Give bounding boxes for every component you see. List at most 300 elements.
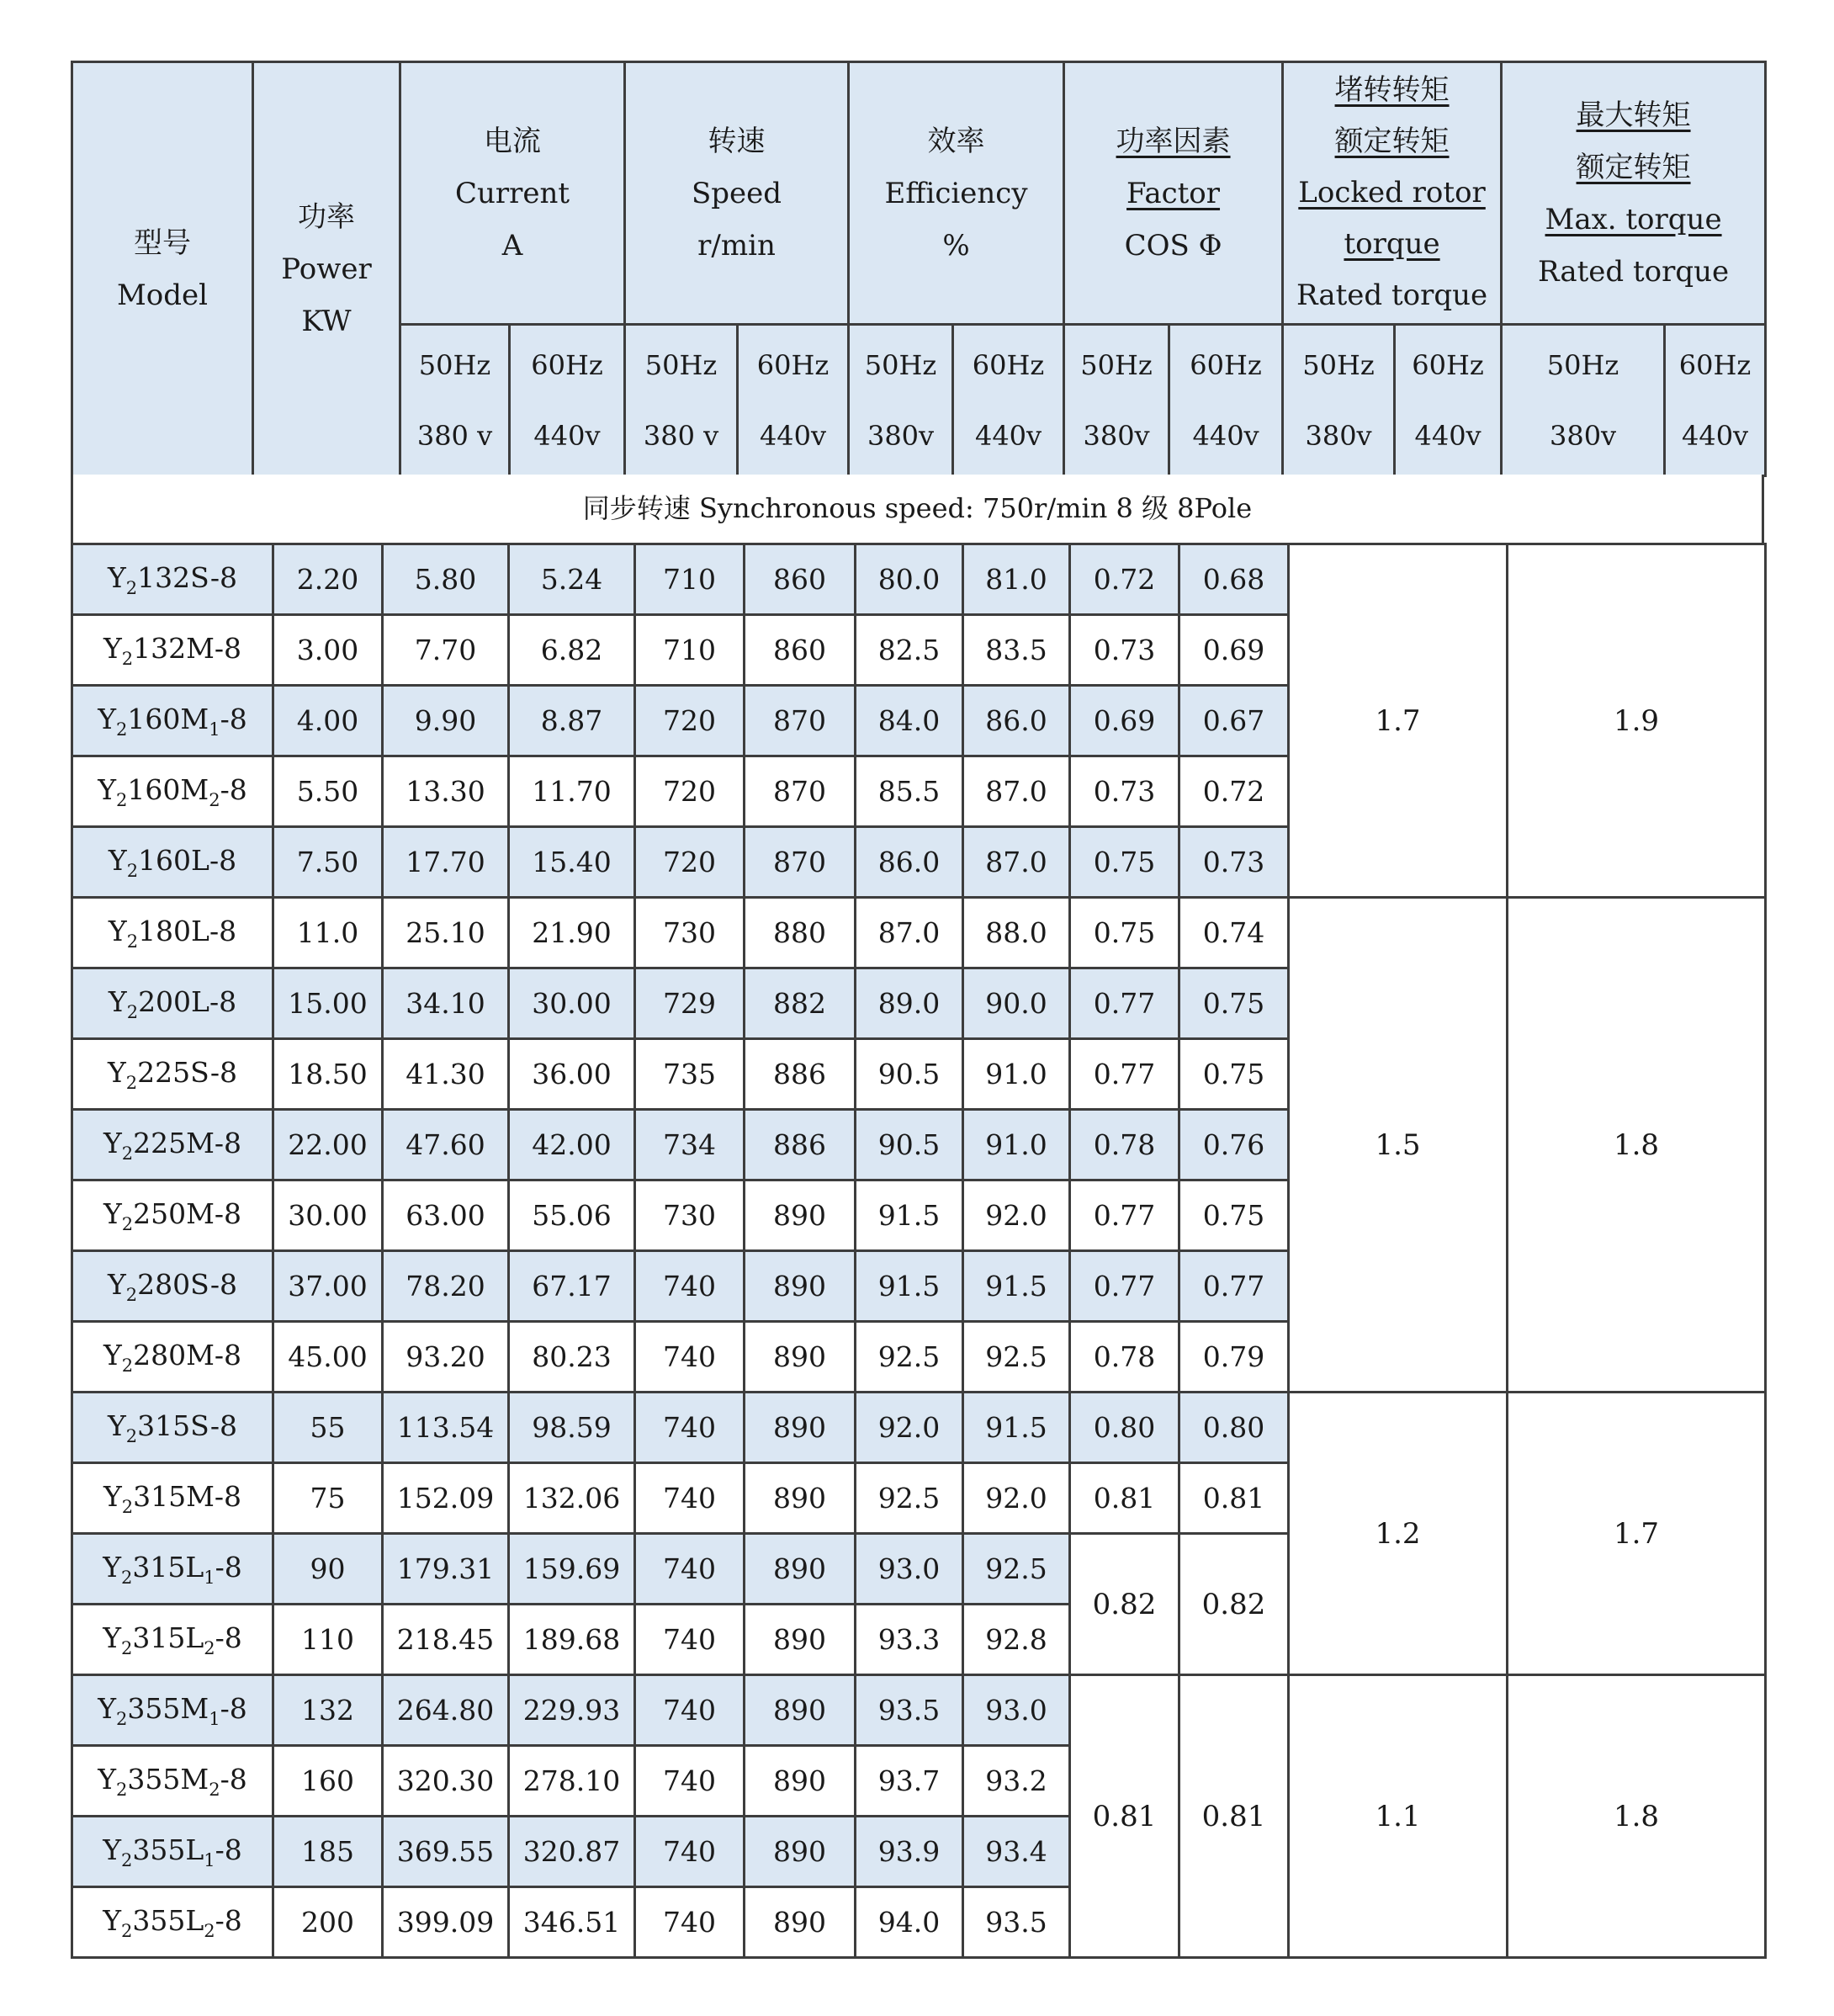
header-factor (1064, 62, 1283, 325)
current-60-cell: 159.69 (509, 1534, 635, 1605)
factor-60-cell: 0.72 (1179, 756, 1289, 827)
model-cell (72, 968, 273, 1039)
speed-50-cell: 720 (635, 686, 745, 756)
model-text: Y (107, 560, 126, 594)
header-current-unit: A (501, 228, 523, 263)
model-subscript: 2 (120, 1849, 133, 1870)
factor-50-cell: 0.72 (1070, 544, 1179, 615)
efficiency-50-cell: 84.0 (856, 686, 963, 756)
current-60-cell: 30.00 (509, 968, 635, 1039)
model-subscript: 2 (204, 1637, 215, 1658)
power-cell: 90 (273, 1534, 383, 1605)
model-text: 225S-8 (137, 1055, 238, 1089)
model-text: Y (98, 1691, 117, 1725)
current-60-cell: 189.68 (509, 1605, 635, 1675)
model-text: Y (107, 1409, 126, 1442)
current-50-cell: 113.54 (383, 1393, 509, 1463)
model-text: 280S-8 (137, 1267, 238, 1301)
factor-60-cell: 0.75 (1179, 1039, 1289, 1110)
table-row (72, 1675, 1766, 1746)
freq-locked-60: 60Hz 440v (1395, 325, 1502, 476)
model-subscript: 2 (120, 1567, 133, 1588)
speed-50-cell: 735 (635, 1039, 745, 1110)
header-current-en: Current (454, 176, 570, 210)
model-text: Y (103, 1196, 122, 1230)
locked-rotor-merged: 1.2 (1289, 1393, 1508, 1675)
header-factor-zh: 功率因素 (1116, 124, 1231, 158)
factor-60-merged: 0.81 (1179, 1675, 1289, 1958)
efficiency-50-cell: 86.0 (856, 827, 963, 898)
model-subscript: 2 (126, 860, 139, 881)
speed-50-cell: 740 (635, 1463, 745, 1534)
efficiency-50-cell: 93.5 (856, 1675, 963, 1746)
header-speed-unit: r/min (697, 228, 776, 263)
model-subscript: 2 (126, 1001, 139, 1022)
freq-speed-50: 50Hz 380 v (625, 325, 738, 476)
current-50-cell: 5.80 (383, 544, 509, 615)
freq-current-60: 60Hz 440v (510, 325, 625, 476)
speed-60-cell: 890 (745, 1605, 856, 1675)
model-text: Y (103, 1338, 122, 1371)
motor-data-table (71, 543, 1767, 1959)
model-text: 315M-8 (133, 1479, 242, 1513)
current-50-cell: 25.10 (383, 898, 509, 968)
power-cell: 2.20 (273, 544, 383, 615)
speed-60-cell: 870 (745, 756, 856, 827)
efficiency-60-cell: 93.2 (963, 1746, 1070, 1817)
factor-50-cell: 0.77 (1070, 1039, 1179, 1110)
model-text: 160M (127, 702, 209, 735)
table-header (71, 61, 1767, 477)
model-text: Y (108, 843, 127, 877)
current-60-cell: 15.40 (509, 827, 635, 898)
model-cell (72, 686, 273, 756)
model-text: 200L-8 (138, 984, 237, 1018)
synchronous-speed-banner: 同步转速 Synchronous speed: 750r/min 8 级 8Pole (71, 475, 1764, 545)
header-speed-zh: 转速 (708, 124, 766, 158)
header-locked-zh1: 堵转转矩 (1334, 73, 1450, 107)
max-torque-merged: 1.7 (1508, 1393, 1766, 1675)
factor-50-cell: 0.73 (1070, 756, 1179, 827)
model-text: Y (103, 631, 122, 665)
model-subscript: 1 (204, 1567, 215, 1588)
current-60-cell: 278.10 (509, 1746, 635, 1817)
header-power-unit: KW (301, 304, 352, 338)
speed-60-cell: 890 (745, 1817, 856, 1887)
factor-60-cell: 0.69 (1179, 615, 1289, 686)
model-text: 315L (132, 1621, 204, 1654)
power-cell: 30.00 (273, 1180, 383, 1251)
factor-60-cell: 0.73 (1179, 827, 1289, 898)
power-cell: 55 (273, 1393, 383, 1463)
model-text: Y (98, 702, 117, 735)
model-subscript: 2 (120, 1637, 133, 1658)
freq-factor-50: 50Hz 380v (1064, 325, 1169, 476)
freq-speed-60: 60Hz 440v (738, 325, 849, 476)
model-cell (72, 1887, 273, 1958)
model-cell (72, 1251, 273, 1322)
speed-60-cell: 890 (745, 1251, 856, 1322)
model-subscript: 2 (120, 1920, 133, 1941)
header-max-en2: Rated torque (1537, 254, 1730, 289)
speed-60-cell: 890 (745, 1393, 856, 1463)
model-cell (72, 1322, 273, 1393)
efficiency-50-cell: 94.0 (856, 1887, 963, 1958)
header-max-en1: Max. torque (1545, 202, 1722, 236)
efficiency-50-cell: 90.5 (856, 1039, 963, 1110)
freq-eff-60: 60Hz 440v (953, 325, 1064, 476)
power-cell: 160 (273, 1746, 383, 1817)
model-cell (72, 1675, 273, 1746)
current-50-cell: 17.70 (383, 827, 509, 898)
current-60-cell: 346.51 (509, 1887, 635, 1958)
speed-50-cell: 729 (635, 968, 745, 1039)
speed-60-cell: 890 (745, 1675, 856, 1746)
power-cell: 15.00 (273, 968, 383, 1039)
model-text: -8 (215, 1550, 242, 1584)
speed-60-cell: 890 (745, 1534, 856, 1605)
model-subscript: 2 (121, 1496, 134, 1517)
header-locked-rotor (1283, 62, 1502, 325)
current-50-cell: 179.31 (383, 1534, 509, 1605)
model-text: 180L-8 (138, 914, 237, 947)
power-cell: 37.00 (273, 1251, 383, 1322)
model-subscript: 2 (125, 577, 138, 598)
model-text: 250M-8 (133, 1196, 242, 1230)
header-model-zh: 型号 (134, 225, 191, 260)
current-50-cell: 152.09 (383, 1463, 509, 1534)
model-subscript: 2 (116, 789, 128, 810)
factor-60-cell: 0.68 (1179, 544, 1289, 615)
current-60-cell: 6.82 (509, 615, 635, 686)
model-cell (72, 1110, 273, 1180)
header-max-zh1: 最大转矩 (1576, 98, 1691, 132)
current-50-cell: 47.60 (383, 1110, 509, 1180)
model-subscript: 2 (125, 1284, 138, 1305)
model-cell (72, 756, 273, 827)
factor-50-cell: 0.81 (1070, 1463, 1179, 1534)
efficiency-60-cell: 92.5 (963, 1534, 1070, 1605)
speed-50-cell: 740 (635, 1605, 745, 1675)
speed-50-cell: 734 (635, 1110, 745, 1180)
model-text: 132S-8 (137, 560, 238, 594)
model-cell (72, 1393, 273, 1463)
factor-50-cell: 0.75 (1070, 898, 1179, 968)
model-text: Y (103, 1621, 121, 1654)
speed-50-cell: 740 (635, 1675, 745, 1746)
model-text: Y (103, 1903, 121, 1937)
header-efficiency-zh: 效率 (927, 124, 985, 158)
efficiency-50-cell: 93.9 (856, 1817, 963, 1887)
speed-50-cell: 730 (635, 1180, 745, 1251)
model-subscript: 2 (125, 1072, 138, 1093)
model-cell (72, 1534, 273, 1605)
speed-60-cell: 890 (745, 1887, 856, 1958)
efficiency-60-cell: 92.0 (963, 1463, 1070, 1534)
max-torque-merged: 1.9 (1508, 544, 1766, 898)
model-text: 280M-8 (133, 1338, 242, 1371)
header-efficiency-unit: % (942, 228, 970, 263)
model-text: Y (98, 772, 117, 806)
efficiency-50-cell: 91.5 (856, 1180, 963, 1251)
efficiency-50-cell: 82.5 (856, 615, 963, 686)
power-cell: 11.0 (273, 898, 383, 968)
factor-60-merged: 0.82 (1179, 1534, 1289, 1675)
efficiency-60-cell: 91.0 (963, 1110, 1070, 1180)
factor-60-cell: 0.79 (1179, 1322, 1289, 1393)
factor-50-cell: 0.75 (1070, 827, 1179, 898)
efficiency-50-cell: 92.0 (856, 1393, 963, 1463)
speed-60-cell: 890 (745, 1463, 856, 1534)
factor-60-cell: 0.75 (1179, 1180, 1289, 1251)
model-subscript: 2 (209, 789, 220, 810)
speed-60-cell: 890 (745, 1746, 856, 1817)
factor-50-cell: 0.80 (1070, 1393, 1179, 1463)
model-subscript: 2 (121, 1355, 134, 1376)
max-torque-merged: 1.8 (1508, 1675, 1766, 1958)
header-efficiency (849, 62, 1064, 325)
model-cell (72, 1817, 273, 1887)
header-speed (625, 62, 849, 325)
factor-60-cell: 0.67 (1179, 686, 1289, 756)
model-subscript: 2 (116, 1779, 128, 1800)
model-text: -8 (220, 1691, 247, 1725)
power-cell: 5.50 (273, 756, 383, 827)
efficiency-50-cell: 93.3 (856, 1605, 963, 1675)
efficiency-50-cell: 89.0 (856, 968, 963, 1039)
speed-50-cell: 740 (635, 1887, 745, 1958)
speed-50-cell: 710 (635, 615, 745, 686)
power-cell: 45.00 (273, 1322, 383, 1393)
model-cell (72, 1605, 273, 1675)
model-cell (72, 1746, 273, 1817)
power-cell: 75 (273, 1463, 383, 1534)
model-text: 160L-8 (138, 843, 237, 877)
current-60-cell: 80.23 (509, 1322, 635, 1393)
model-subscript: 1 (204, 1849, 215, 1870)
current-60-cell: 320.87 (509, 1817, 635, 1887)
efficiency-50-cell: 92.5 (856, 1322, 963, 1393)
model-text: 160M (127, 772, 209, 806)
factor-60-cell: 0.80 (1179, 1393, 1289, 1463)
factor-60-cell: 0.75 (1179, 968, 1289, 1039)
power-cell: 18.50 (273, 1039, 383, 1110)
model-text: Y (98, 1762, 117, 1796)
current-60-cell: 67.17 (509, 1251, 635, 1322)
speed-60-cell: 886 (745, 1110, 856, 1180)
speed-60-cell: 886 (745, 1039, 856, 1110)
speed-50-cell: 740 (635, 1534, 745, 1605)
factor-50-merged: 0.82 (1070, 1534, 1179, 1675)
power-cell: 200 (273, 1887, 383, 1958)
header-power-en: Power (281, 252, 372, 286)
freq-current-50: 50Hz 380 v (400, 325, 510, 476)
power-cell: 185 (273, 1817, 383, 1887)
efficiency-60-cell: 91.5 (963, 1251, 1070, 1322)
model-subscript: 2 (121, 1213, 134, 1234)
locked-rotor-merged: 1.5 (1289, 898, 1508, 1393)
header-factor-en: Factor (1126, 176, 1221, 210)
speed-50-cell: 740 (635, 1251, 745, 1322)
model-text: -8 (215, 1903, 242, 1937)
model-text: Y (107, 1055, 126, 1089)
header-locked-en3: Rated torque (1296, 279, 1488, 312)
factor-60-cell: 0.74 (1179, 898, 1289, 968)
factor-50-cell: 0.77 (1070, 1251, 1179, 1322)
speed-50-cell: 740 (635, 1322, 745, 1393)
factor-50-cell: 0.77 (1070, 1180, 1179, 1251)
model-cell (72, 1463, 273, 1534)
current-60-cell: 8.87 (509, 686, 635, 756)
efficiency-50-cell: 91.5 (856, 1251, 963, 1322)
model-text: Y (108, 984, 127, 1018)
efficiency-60-cell: 93.0 (963, 1675, 1070, 1746)
current-60-cell: 11.70 (509, 756, 635, 827)
efficiency-50-cell: 93.7 (856, 1746, 963, 1817)
model-cell (72, 544, 273, 615)
model-text: -8 (215, 1833, 242, 1866)
model-text: -8 (220, 772, 247, 806)
model-subscript: 2 (125, 1425, 138, 1446)
model-text: 355L (132, 1833, 204, 1866)
current-50-cell: 9.90 (383, 686, 509, 756)
current-50-cell: 63.00 (383, 1180, 509, 1251)
current-50-cell: 320.30 (383, 1746, 509, 1817)
model-text: Y (103, 1833, 121, 1866)
speed-50-cell: 740 (635, 1746, 745, 1817)
current-50-cell: 7.70 (383, 615, 509, 686)
model-text: Y (103, 1126, 122, 1159)
header-efficiency-en: Efficiency (884, 176, 1028, 210)
model-subscript: 2 (126, 931, 139, 952)
model-text: 355L (132, 1903, 204, 1937)
power-cell: 4.00 (273, 686, 383, 756)
model-text: -8 (215, 1621, 242, 1654)
current-50-cell: 41.30 (383, 1039, 509, 1110)
factor-50-cell: 0.73 (1070, 615, 1179, 686)
model-cell (72, 1180, 273, 1251)
speed-50-cell: 710 (635, 544, 745, 615)
freq-max-60: 60Hz 440v (1665, 325, 1766, 476)
factor-60-cell: 0.77 (1179, 1251, 1289, 1322)
header-locked-en2: torque (1344, 227, 1440, 261)
header-power (253, 62, 400, 476)
header-locked-en1: Locked rotor (1298, 176, 1486, 210)
model-cell (72, 827, 273, 898)
model-subscript: 2 (204, 1920, 215, 1941)
power-cell: 22.00 (273, 1110, 383, 1180)
speed-60-cell: 860 (745, 544, 856, 615)
factor-50-cell: 0.77 (1070, 968, 1179, 1039)
power-cell: 132 (273, 1675, 383, 1746)
speed-50-cell: 720 (635, 756, 745, 827)
current-50-cell: 399.09 (383, 1887, 509, 1958)
table-row (72, 898, 1766, 968)
speed-60-cell: 890 (745, 1322, 856, 1393)
model-text: 225M-8 (133, 1126, 242, 1159)
header-factor-unit: COS Φ (1124, 228, 1222, 263)
current-50-cell: 218.45 (383, 1605, 509, 1675)
current-50-cell: 264.80 (383, 1675, 509, 1746)
current-60-cell: 55.06 (509, 1180, 635, 1251)
factor-60-cell: 0.81 (1179, 1463, 1289, 1534)
efficiency-50-cell: 92.5 (856, 1463, 963, 1534)
current-60-cell: 21.90 (509, 898, 635, 968)
speed-60-cell: 870 (745, 686, 856, 756)
efficiency-60-cell: 92.0 (963, 1180, 1070, 1251)
model-text: Y (107, 1267, 126, 1301)
table-row (72, 544, 1766, 615)
model-cell (72, 615, 273, 686)
efficiency-60-cell: 92.8 (963, 1605, 1070, 1675)
model-subscript: 2 (209, 1779, 220, 1800)
model-text: Y (103, 1550, 121, 1584)
model-text: Y (108, 914, 127, 947)
model-cell (72, 1039, 273, 1110)
current-60-cell: 36.00 (509, 1039, 635, 1110)
model-text: Y (103, 1479, 122, 1513)
efficiency-50-cell: 90.5 (856, 1110, 963, 1180)
current-50-cell: 13.30 (383, 756, 509, 827)
current-60-cell: 5.24 (509, 544, 635, 615)
efficiency-60-cell: 88.0 (963, 898, 1070, 968)
model-text: -8 (220, 1762, 247, 1796)
speed-60-cell: 890 (745, 1180, 856, 1251)
current-50-cell: 78.20 (383, 1251, 509, 1322)
current-50-cell: 34.10 (383, 968, 509, 1039)
speed-60-cell: 880 (745, 898, 856, 968)
model-text: 132M-8 (133, 631, 242, 665)
factor-50-merged: 0.81 (1070, 1675, 1179, 1958)
model-cell (72, 898, 273, 968)
model-subscript: 2 (116, 719, 128, 740)
efficiency-60-cell: 93.5 (963, 1887, 1070, 1958)
factor-50-cell: 0.78 (1070, 1322, 1179, 1393)
model-subscript: 2 (116, 1708, 128, 1729)
table-row (72, 1393, 1766, 1463)
freq-max-50: 50Hz 380v (1502, 325, 1665, 476)
efficiency-60-cell: 87.0 (963, 756, 1070, 827)
model-text: 355M (127, 1691, 209, 1725)
speed-60-cell: 860 (745, 615, 856, 686)
efficiency-50-cell: 85.5 (856, 756, 963, 827)
model-text: 315L (132, 1550, 204, 1584)
model-subscript: 2 (121, 1143, 134, 1164)
speed-50-cell: 740 (635, 1393, 745, 1463)
efficiency-50-cell: 87.0 (856, 898, 963, 968)
factor-50-cell: 0.69 (1070, 686, 1179, 756)
model-text: 355M (127, 1762, 209, 1796)
efficiency-60-cell: 91.5 (963, 1393, 1070, 1463)
current-50-cell: 93.20 (383, 1322, 509, 1393)
model-text: -8 (220, 702, 247, 735)
header-max-torque (1502, 62, 1766, 325)
efficiency-50-cell: 93.0 (856, 1534, 963, 1605)
current-60-cell: 132.06 (509, 1463, 635, 1534)
factor-60-cell: 0.76 (1179, 1110, 1289, 1180)
header-current-zh: 电流 (484, 124, 541, 158)
speed-50-cell: 740 (635, 1817, 745, 1887)
efficiency-60-cell: 93.4 (963, 1817, 1070, 1887)
efficiency-60-cell: 92.5 (963, 1322, 1070, 1393)
efficiency-60-cell: 81.0 (963, 544, 1070, 615)
model-text: 315S-8 (137, 1409, 238, 1442)
speed-60-cell: 870 (745, 827, 856, 898)
header-power-zh: 功率 (298, 199, 355, 234)
efficiency-60-cell: 87.0 (963, 827, 1070, 898)
power-cell: 3.00 (273, 615, 383, 686)
factor-50-cell: 0.78 (1070, 1110, 1179, 1180)
